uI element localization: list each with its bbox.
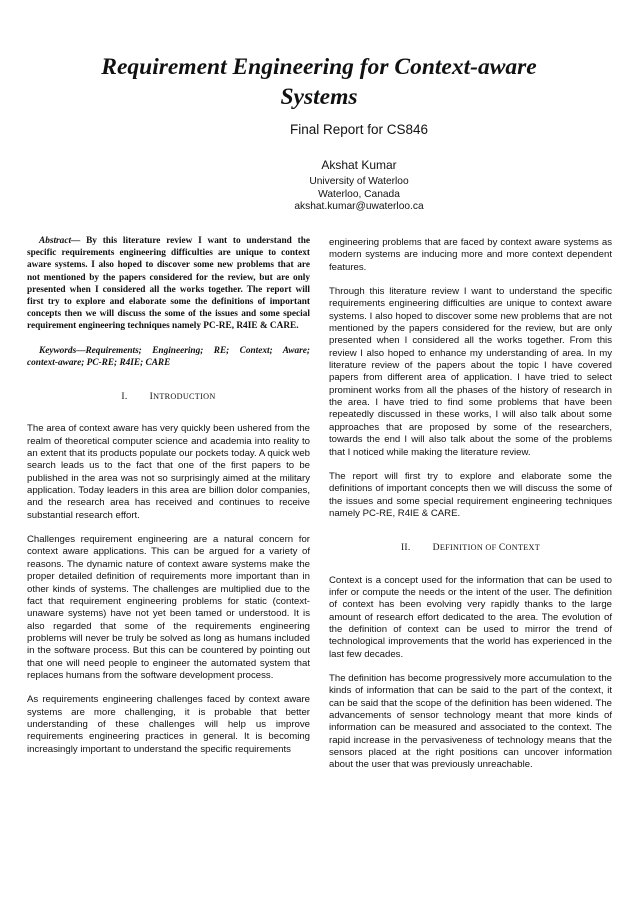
intro-paragraph-1: The area of context aware has very quickly been ushered from the realm of theoretical computer science and academia into reality to an extent that its products populate our pockets today. A quick web search leads us to the fact that one of the first papers to be published in the area was not so surprisingly aimed at the military application. Today leaders in this area are billion dolor companies, and the research area has received and continues to receive substantial research effort.: [27, 423, 311, 521]
left-column: [27, 235, 310, 768]
intro-paragraph-5: The report will first try to explore and elaborate some the definitions of important concepts then we will discuss the some of the issues and some special requirement engineering techniques namely PC-RE, R4IE & CARE.: [329, 470, 612, 519]
section-heading-rest: NTRODUCTION: [153, 392, 216, 402]
section-heading-rest-2: ONTEXT: [505, 543, 541, 553]
right-column: [329, 237, 612, 784]
section-heading-initial-2: C: [498, 542, 506, 554]
section-heading-introduction: [27, 391, 310, 403]
intro-paragraph-3: As requirements engineering challenges faced by context aware systems are more challenging, it is probable that better understanding of these challenges will help us improve requirements engineering practices in general. It is becoming increasingly important to understand the specific requirements: [27, 694, 310, 755]
intro-paragraph-4: Through this literature review I want to understand the specific requirements engineering difficulties are unique to context aware systems. I also hoped to discover some new problems that are not mentioned by the papers considered for the review, but are only presented when I considered all the works together. From this review I also hoped to enhance my understanding of area. In my literature review of the papers about the topic I have covered papers from different area of application. I have tried to select prominent works from all the phases of the history of research in the area. I have tried to find some problems that have been repeatedly discussed in these works, I will also talk about some approaches that are proposed by some of the researchers, towards the end I will also talk about the some of the problems that I noticed while making the literature review.: [329, 286, 612, 458]
keywords: Keywords—Requirements; Engineering; RE; Context; Aware; context-aware; PC-RE; R4IE; CARE: [27, 345, 310, 368]
section-number: I.: [121, 391, 128, 403]
abstract: [27, 235, 310, 333]
author-block: [0, 157, 638, 214]
definition-paragraph-1: Context is a concept used for the information that can be used to infer or compute the needs or the intent of the user. The definition of context has been evolving very rapidly thanks to the large amount of research effort dedicated to the area. The evolution of the definition of context can be used to mirror the trend of technological improvements that the world has experienced in the last few decades.: [329, 574, 612, 660]
paper-subtitle: Final Report for CS846: [289, 122, 429, 137]
definition-paragraph-2: The definition has become progressively more accumulation to the kinds of information that can be said to the part of the context, it can be said that the scope of the definition has been widened. The advancements of sensor technology meant that more kinds of information can be measured and associated to the context. The rapid increase in the pervasiveness of technology means that the sensors placed at the right positions can uncover information about the user that was previously unreachable.: [329, 672, 612, 771]
author-affiliation-1: University of Waterloo: [309, 176, 409, 187]
section-heading-rest: EFINITION OF: [439, 543, 499, 553]
intro-paragraph-2: Challenges requirement engineering are a natural concern for context aware applications. This can be argued for a variety of reasons. The dynamic nature of context aware systems make the proper detailed definition of requirements more important than in other kinds of systems. The challenges are multiplied due to the fact that requirement engineering problems for static (context-unaware systems) have not yet been tamed or understood. It is also regarded that some of the requirements engineering problems will never be truly be solved as long as humans included in the software process. But this can be countered by pointing out that one will need people to engineer the automated system that replaces humans from the software development process.: [27, 534, 310, 681]
author-affiliation-2: Waterloo, Canada: [318, 188, 400, 200]
paper-title: Requirement Engineering for Context-aware Systems: [101, 54, 537, 110]
intro-paragraph-continued: engineering problems that are faced by context aware systems as modern systems are inducing more and more context dependent features.: [329, 237, 612, 273]
author-email: akshat.kumar@uwaterloo.ca: [294, 201, 424, 212]
author-name: Akshat Kumar: [321, 158, 397, 172]
section-heading-initial: D: [432, 542, 440, 554]
abstract-label: Abstract—: [39, 236, 81, 246]
section-heading-initial: I: [149, 391, 154, 403]
section-heading-definition: [329, 542, 612, 554]
abstract-text: By this literature review I want to understand the specific requirements engineering difficulties are unique to context aware systems. I also hoped to discover some new problems that are not mentioned by the papers considered for the review, but are only presented when I considered all the works together. The report will first try to explore and elaborate some the definitions of important concepts then we will discuss the some of the issues and some special requirement engineering techniques namely PC-RE, R4IE & CARE.: [27, 236, 310, 332]
section-number: II.: [400, 542, 411, 554]
